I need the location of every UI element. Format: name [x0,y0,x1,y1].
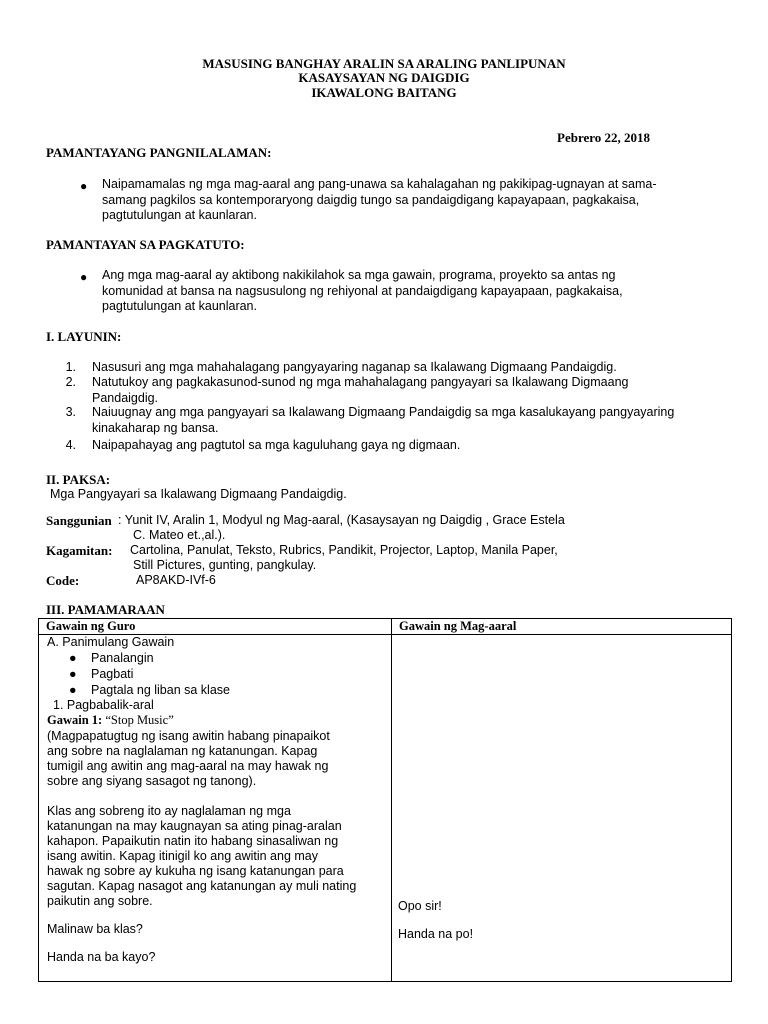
kagamitan-line-2: Still Pictures, gunting, pangkulay. [133,558,317,572]
list-number: 4. [65,438,76,452]
section-a-label: A. Panimulang Gawain [47,635,175,649]
code-label: Code: [46,573,80,588]
paksa-text: Mga Pangyayari sa Ikalawang Digmaang Pandaigdig. [50,487,347,501]
kagamitan-label: Kagamitan: [46,543,113,558]
pamantayang-pangnilalaman-text [102,177,657,224]
text-line: tumigil ang awitin ang mag-aaral na may hawak ng [47,759,329,773]
bullet-icon: ● [80,179,88,193]
text-line: sobre ang siyang sasagot ng tanong). [47,774,257,788]
text-line: pagtutulungan at kaunlaran. [102,208,257,222]
layunin-item [92,360,617,376]
pamamaraan-table [38,618,732,982]
gawain-label: Gawain 1: [47,713,103,727]
list-number: 1. [65,360,76,374]
text-line: ang sobre na naglalaman ng katanungan. Kapag [47,744,318,758]
bullet-item: Pagtala ng liban sa klase [91,683,230,697]
question-malinaw: Malinaw ba klas? [47,922,143,936]
text-line: kinakaharap ng bansa. [92,420,219,435]
sanggunian-line-2: C. Mateo et.,al.). [133,528,226,542]
layunin-item [92,438,460,454]
sanggunian-label: Sanggunian [46,513,112,528]
bullet-item: Pagbati [91,667,134,681]
document-title-line-1: MASUSING BANGHAY ARALIN SA ARALING PANLIPUNAN [202,56,566,71]
text-line: samang pagkilos sa kontemporaryong daigdig tungo sa pandaigdigang kapayapaan, pagkakaisa, [102,192,640,207]
column-header-mag-aaral: Gawain ng Mag-aaral [392,619,732,635]
text-line: kahapon. Papaikutin natin ito habang sinasaliwan ng [47,834,339,848]
text-line: hawak ng sobre ay kukuha ng isang katanungan para [47,864,344,878]
bullet-icon: ● [69,683,77,697]
document-title-line-2: KASAYSAYAN NG DAIGDIG [298,70,470,85]
question-handa: Handa na ba kayo? [47,950,156,964]
answer-handa-na-po: Handa na po! [398,927,474,941]
text-line: Nasusuri ang mga mahahalagang pangyayaring naganap sa Ikalawang Digmaang Pandaigdig. [92,360,617,374]
text-line: isang awitin. Kapag itinigil ko ang awitin ang may [47,849,318,863]
section-heading-pamantayan-sa-pagkatuto: PAMANTAYAN SA PAGKATUTO: [46,237,245,252]
text-line: Natutukoy ang pagkakasunod-sunod ng mga mahahalagang pangyayari sa Ikalawang Digmaang [92,375,629,389]
answer-opo-sir: Opo sir! [398,899,442,913]
mag-aaral-cell [392,635,732,982]
sanggunian-line-1: : Yunit IV, Aralin 1, Modyul ng Mag-aaral, (Kasaysayan ng Daigdig , Grace Estela [118,513,565,527]
text-line: Ang mga mag-aaral ay aktibong nakikilahok sa mga gawain, programa, proyekto sa antas ng [102,268,616,282]
section-heading-pamantayang-pangnilalaman: PAMANTAYANG PANGNILALAMAN: [46,145,272,160]
bullet-item: Panalangin [91,651,154,665]
text-line: paikutin ang sobre. [47,894,153,908]
text-line: (Magpapatugtug ng isang awitin habang pinapaikot [47,729,330,743]
text-line: Naipapahayag ang pagtutol sa mga kaguluhang gaya ng digmaan. [92,438,461,452]
text-line: sagutan. Kapag nasagot ang katanungan ay muli nating [47,879,357,893]
section-heading-pamamaraan: III. PAMAMARAAN [46,602,165,617]
section-heading-layunin: I. LAYUNIN: [46,329,122,344]
bullet-icon: ● [80,270,88,284]
text-line: katanungan na may kaugnayan sa ating pinag-aralan [47,819,342,833]
document-title-line-3: IKAWALONG BAITANG [311,85,457,100]
gawain-name: “Stop Music” [102,713,174,727]
text-line: Pandaigdig. [92,390,159,405]
column-header-guro: Gawain ng Guro [39,619,392,635]
kagamitan-line-1: Cartolina, Panulat, Teksto, Rubrics, Pandikit, Projector, Laptop, Manila Paper, [130,543,558,557]
layunin-item [92,375,628,406]
text-line: pagtutulungan at kaunlaran. [102,299,257,313]
text-line: Klas ang sobreng ito ay naglalaman ng mga [47,804,291,818]
bullet-icon: ● [69,667,77,681]
date: Pebrero 22, 2018 [557,130,651,145]
text-line: komunidad at bansa na nagsusulong ng rehiyonal at pandaigdigang kapayapaan, pagkakaisa, [102,283,623,298]
text-line: Naiuugnay ang mga pangyayari sa Ikalawang Digmaang Pandaigdig sa mga kasalukayang pangyayaring [92,405,675,419]
subitem-pagbabalik-aral: 1. Pagbabalik-aral [53,698,154,712]
code-value: AP8AKD-IVf-6 [136,573,216,587]
bullet-icon: ● [69,651,77,665]
layunin-item [92,405,674,436]
section-heading-paksa: II. PAKSA: [46,472,111,487]
text-line: Naipamamalas ng mga mag-aaral ang pang-unawa sa kahalagahan ng pakikipag-ugnayan at sama- [102,177,657,191]
list-number: 3. [65,405,76,419]
guro-cell [39,635,392,982]
gawain-title [47,713,174,728]
list-number: 2. [65,375,76,389]
pamantayan-sa-pagkatuto-text [102,268,623,315]
